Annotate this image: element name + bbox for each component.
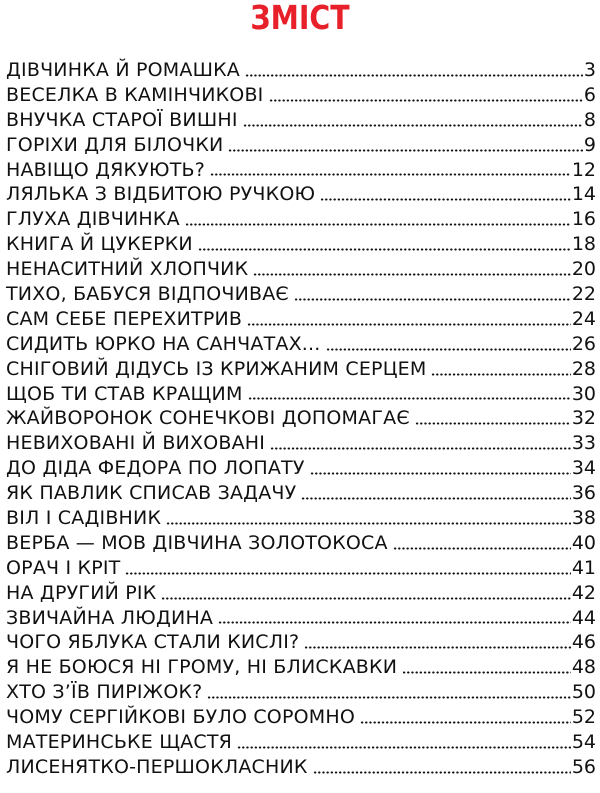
toc-entry[interactable] — [6, 406, 596, 431]
toc-entry-page-number: 28 — [571, 357, 596, 380]
toc-entry-title: ВНУЧКА СТАРОЇ ВИШНІ — [6, 108, 238, 131]
toc-dot-leader — [304, 646, 570, 649]
toc-entry-page-number: 48 — [571, 656, 596, 679]
table-of-contents — [6, 58, 596, 780]
toc-entry-title: ГЛУХА ДІВЧИНКА — [6, 208, 180, 231]
toc-entry-page-number: 46 — [571, 631, 596, 654]
toc-entry-title: СИДИТЬ ЮРКО НА САНЧАТАХ... — [6, 332, 321, 355]
toc-dot-leader — [247, 323, 571, 326]
toc-entry[interactable] — [6, 58, 596, 83]
toc-entry-page-number: 9 — [583, 133, 596, 156]
toc-dot-leader — [185, 223, 571, 226]
toc-dot-leader — [198, 248, 571, 251]
toc-entry[interactable] — [6, 705, 596, 730]
toc-dot-leader — [402, 671, 571, 674]
toc-dot-leader — [360, 721, 571, 724]
toc-dot-leader — [161, 597, 570, 600]
toc-entry-page-number: 16 — [571, 208, 596, 231]
toc-dot-leader — [431, 373, 570, 376]
toc-dot-leader — [313, 771, 571, 774]
toc-entry-page-number: 8 — [583, 108, 596, 131]
toc-dot-leader — [237, 746, 571, 749]
toc-dot-leader — [393, 547, 571, 550]
toc-entry-title: СНІГОВИЙ ДІДУСЬ ІЗ КРИЖАНИМ СЕРЦЕМ — [6, 357, 427, 380]
toc-dot-leader — [310, 472, 571, 475]
toc-entry[interactable] — [6, 232, 596, 257]
toc-entry-title: ЩОБ ТИ СТАВ КРАЩИМ — [6, 382, 243, 405]
toc-entry-page-number: 50 — [571, 681, 596, 704]
toc-entry-page-number: 40 — [571, 531, 596, 554]
toc-entry[interactable] — [6, 556, 596, 581]
toc-entry-page-number: 30 — [571, 382, 596, 405]
toc-entry[interactable] — [6, 108, 596, 133]
toc-entry-page-number: 6 — [583, 83, 596, 106]
toc-dot-leader — [210, 173, 571, 176]
toc-entry-title: ВЕСЕЛКА В КАМІНЧИКОВІ — [6, 83, 264, 106]
toc-entry-page-number: 32 — [571, 407, 596, 430]
toc-entry-page-number: 38 — [571, 507, 596, 530]
toc-entry-title: НАВІЩО ДЯКУЮТЬ? — [6, 158, 206, 181]
toc-entry[interactable] — [6, 531, 596, 556]
toc-entry-page-number: 44 — [571, 606, 596, 629]
toc-dot-leader — [228, 149, 582, 152]
toc-entry-title: ЧОГО ЯБЛУКА СТАЛИ КИСЛІ? — [6, 631, 300, 654]
toc-entry[interactable] — [6, 158, 596, 183]
toc-dot-leader — [166, 522, 571, 525]
toc-entry-page-number: 14 — [571, 183, 596, 206]
toc-entry[interactable] — [6, 581, 596, 606]
toc-entry-page-number: 34 — [571, 457, 596, 480]
toc-entry-page-number: 56 — [571, 755, 596, 778]
toc-entry[interactable] — [6, 257, 596, 282]
toc-entry[interactable] — [6, 630, 596, 655]
toc-dot-leader — [269, 99, 583, 102]
toc-entry[interactable] — [6, 431, 596, 456]
toc-dot-leader — [415, 422, 571, 425]
toc-entry-title: ЗВИЧАЙНА ЛЮДИНА — [6, 606, 214, 629]
toc-entry-title: ГОРІХИ ДЛЯ БІЛОЧКИ — [6, 133, 224, 156]
toc-entry-title: ЖАЙВОРОНОК СОНЕЧКОВІ ДОПОМАГАЄ — [6, 407, 410, 430]
toc-entry-page-number: 41 — [571, 556, 596, 579]
toc-dot-leader — [253, 273, 571, 276]
toc-entry[interactable] — [6, 506, 596, 531]
toc-entry-title: ТИХО, БАБУСЯ ВІДПОЧИВАЄ — [6, 283, 289, 306]
toc-entry-title: НА ДРУГИЙ РІК — [6, 581, 157, 604]
toc-entry-page-number: 26 — [571, 332, 596, 355]
toc-entry-page-number: 12 — [571, 158, 596, 181]
toc-entry-page-number: 36 — [571, 482, 596, 505]
toc-dot-leader — [320, 198, 571, 201]
toc-dot-leader — [207, 696, 570, 699]
toc-entry[interactable] — [6, 730, 596, 755]
toc-entry[interactable] — [6, 456, 596, 481]
toc-entry-page-number: 22 — [571, 283, 596, 306]
toc-dot-leader — [218, 621, 571, 624]
toc-entry-title: САМ СЕБЕ ПЕРЕХИТРИВ — [6, 307, 243, 330]
toc-dot-leader — [301, 497, 570, 500]
toc-entry[interactable] — [6, 606, 596, 631]
toc-entry-title: ДІВЧИНКА Й РОМАШКА — [6, 59, 240, 81]
toc-entry-page-number: 18 — [571, 233, 596, 256]
toc-entry[interactable] — [6, 282, 596, 307]
toc-entry-page-number: 52 — [571, 706, 596, 729]
toc-entry[interactable] — [6, 755, 596, 780]
toc-dot-leader — [243, 124, 583, 127]
toc-entry-title: НЕВИХОВАНІ Й ВИХОВАНІ — [6, 432, 266, 455]
toc-entry-page-number: 42 — [571, 581, 596, 604]
toc-entry[interactable] — [6, 481, 596, 506]
toc-entry[interactable] — [6, 307, 596, 332]
toc-dot-leader — [248, 397, 571, 400]
toc-entry-title: ЯК ПАВЛИК СПИСАВ ЗАДАЧУ — [6, 482, 297, 505]
toc-entry-page-number: 33 — [571, 432, 596, 455]
toc-entry[interactable] — [6, 182, 596, 207]
toc-entry[interactable] — [6, 680, 596, 705]
toc-entry-page-number: 3 — [583, 59, 596, 81]
toc-dot-leader — [125, 572, 570, 575]
toc-dot-leader — [326, 348, 571, 351]
toc-entry-title: ЛЯЛЬКА З ВІДБИТОЮ РУЧКОЮ — [6, 183, 316, 206]
toc-entry-title: МАТЕРИНСЬКЕ ЩАСТЯ — [6, 731, 233, 754]
toc-entry-title: ВЕРБА — МОВ ДІВЧИНА ЗОЛОТОКОСА — [6, 531, 388, 554]
toc-entry-title: ВІЛ І САДІВНИК — [6, 507, 162, 530]
toc-entry-title: ЧОМУ СЕРГІЙКОВІ БУЛО СОРОМНО — [6, 706, 356, 729]
toc-entry[interactable] — [6, 83, 596, 108]
toc-entry[interactable] — [6, 655, 596, 680]
page-title: ЗМІСТ — [250, 0, 350, 37]
toc-entry-title: КНИГА Й ЦУКЕРКИ — [6, 233, 193, 256]
toc-dot-leader — [270, 447, 571, 450]
toc-entry[interactable] — [6, 357, 596, 382]
toc-entry-title: НЕНАСИТНИЙ ХЛОПЧИК — [6, 258, 249, 281]
toc-entry-page-number: 24 — [571, 307, 596, 330]
toc-entry-title: ХТО З’ЇВ ПИРІЖОК? — [6, 681, 203, 704]
toc-entry-title: ДО ДІДА ФЕДОРА ПО ЛОПАТУ — [6, 457, 305, 480]
toc-entry-title: ОРАЧ І КРІТ — [6, 556, 121, 579]
toc-entry-title: ЛИСЕНЯТКО-ПЕРШОКЛАСНИК — [6, 755, 308, 778]
toc-entry-title: Я НЕ БОЮСЯ НІ ГРОМУ, НІ БЛИСКАВКИ — [6, 656, 398, 679]
toc-entry-page-number: 20 — [571, 258, 596, 281]
toc-dot-leader — [245, 74, 583, 77]
toc-entry[interactable] — [6, 382, 596, 407]
toc-dot-leader — [294, 298, 571, 301]
toc-entry[interactable] — [6, 207, 596, 232]
toc-entry[interactable] — [6, 133, 596, 158]
toc-entry[interactable] — [6, 332, 596, 357]
toc-entry-page-number: 54 — [571, 731, 596, 754]
